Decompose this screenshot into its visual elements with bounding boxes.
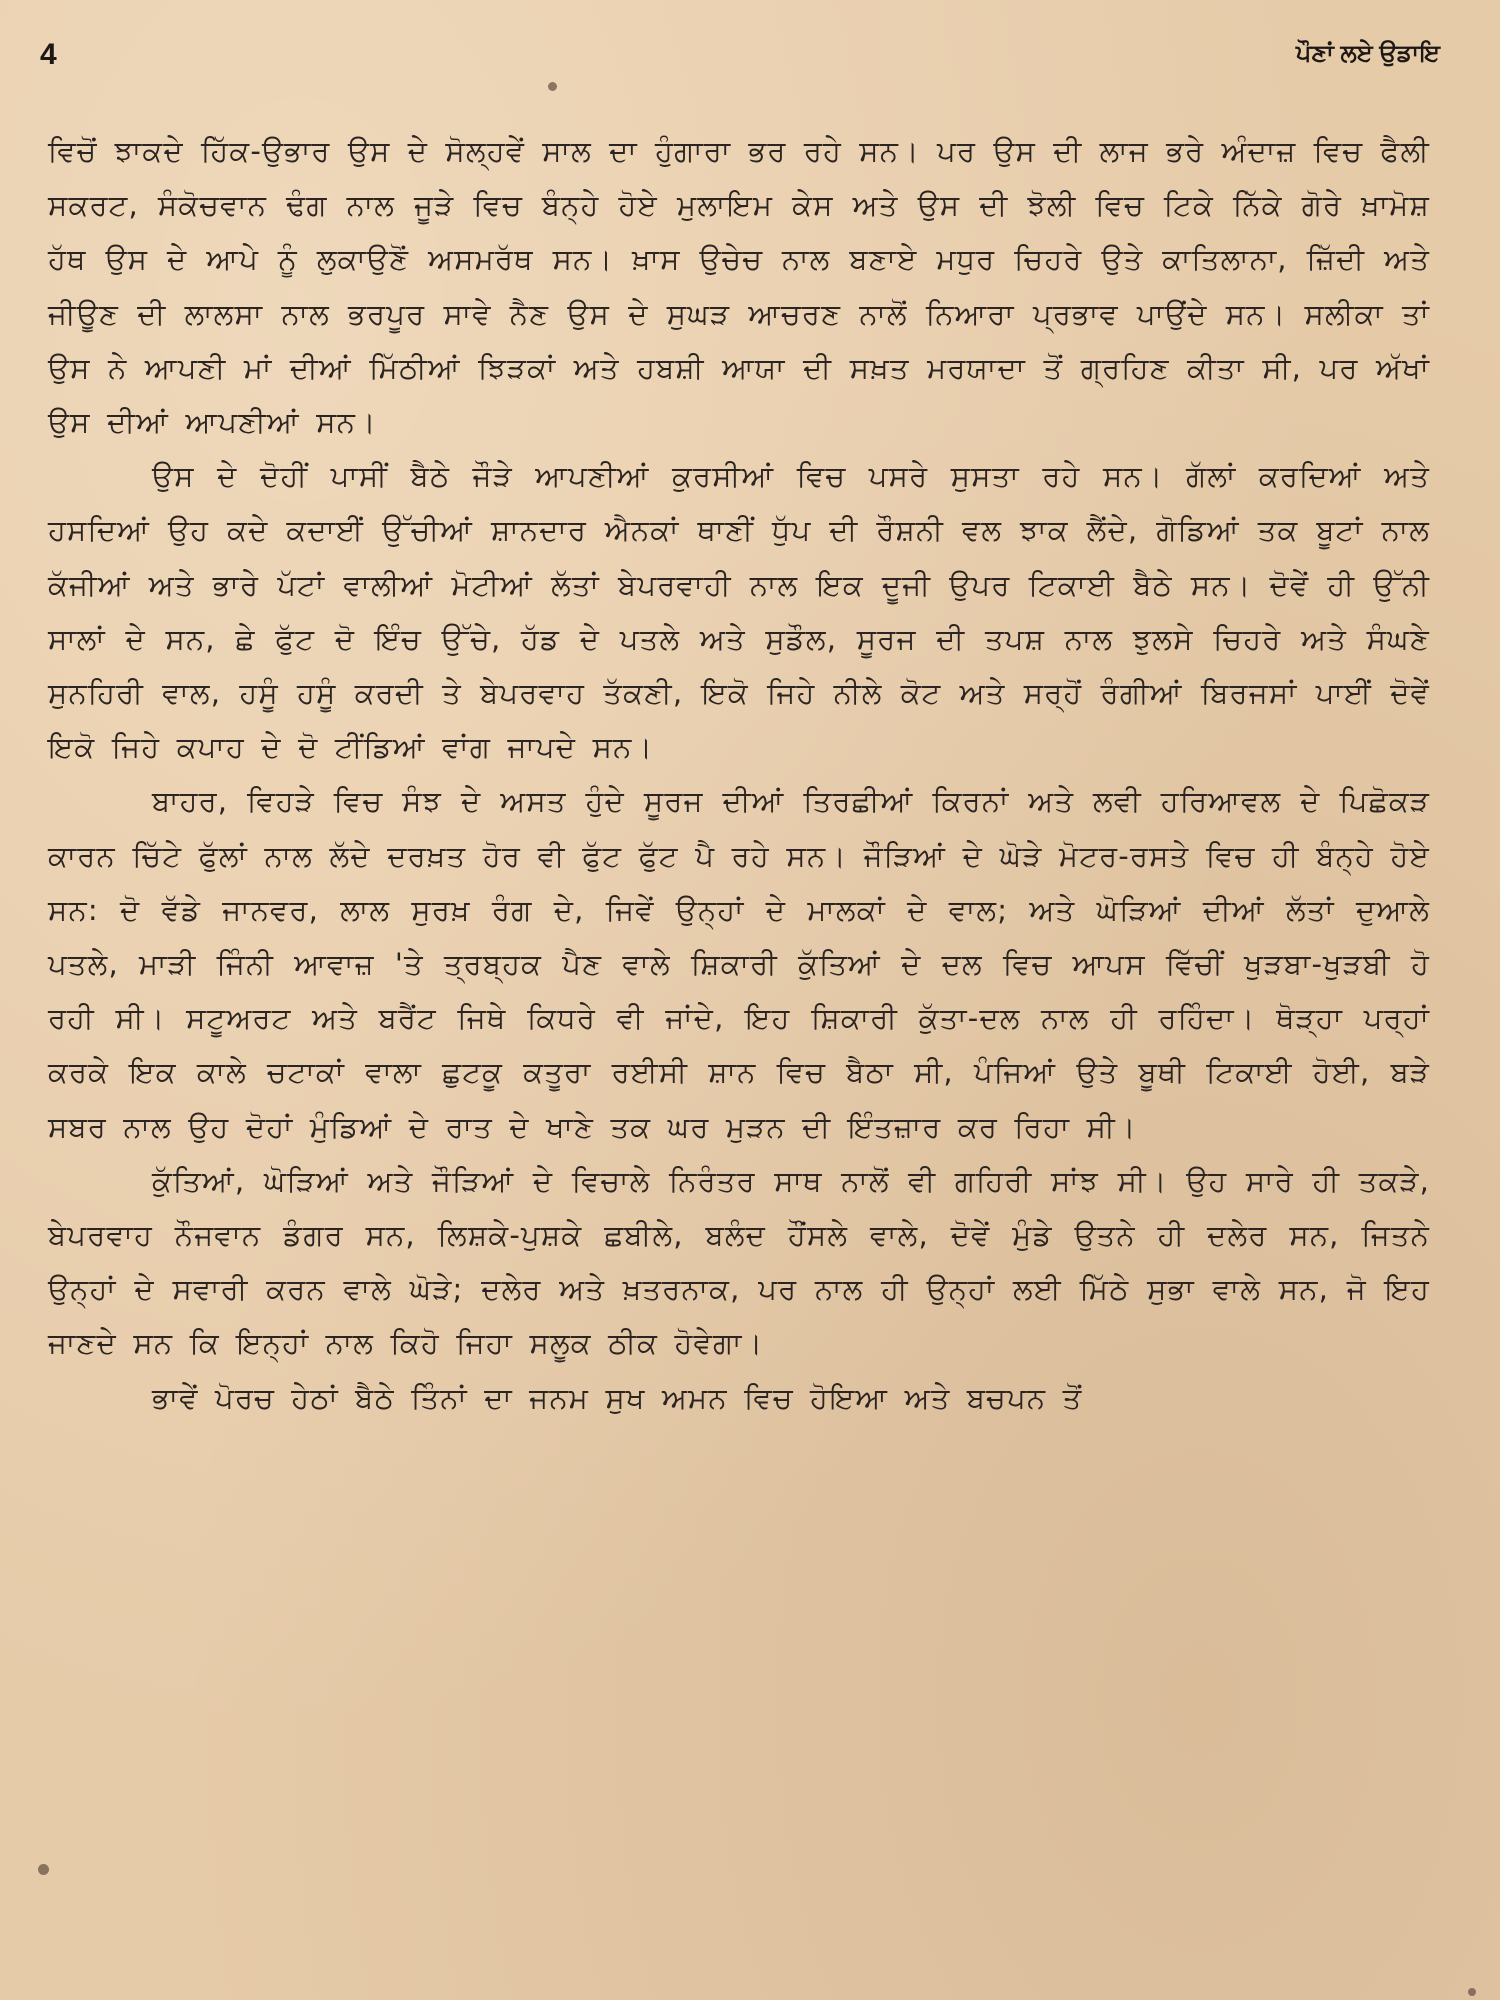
paragraph-2: ਉਸ ਦੇ ਦੋਹੀਂ ਪਾਸੀਂ ਬੈਠੇ ਜੌੜੇ ਆਪਣੀਆਂ ਕੁਰਸੀਆਂ ਵਿਚ ਪਸਰੇ ਸੁਸਤਾ ਰਹੇ ਸਨ। ਗੱਲਾਂ ਕਰਦਿਆਂ ਅਤੇ ਹਸਦਿਆਂ ਉਹ ਕਦੇ ਕਦਾਈਂ ਉੱਚੀਆਂ ਸ਼ਾਨਦਾਰ ਐਨਕਾਂ ਥਾਣੀਂ ਧੁੱਪ ਦੀ ਰੌਸ਼ਨੀ ਵਲ ਝਾਕ ਲੈਂਦੇ, ਗੋਡਿਆਂ ਤਕ ਬੂਟਾਂ ਨਾਲ ਕੱਜੀਆਂ ਅਤੇ ਭਾਰੇ ਪੱਟਾਂ ਵਾਲੀਆਂ ਮੋਟੀਆਂ ਲੱਤਾਂ ਬੇਪਰਵਾਹੀ ਨਾਲ ਇਕ ਦੂਜੀ ਉਪਰ ਟਿਕਾਈ ਬੈਠੇ ਸਨ। ਦੋਵੇਂ ਹੀ ਉੱਨੀ ਸਾਲਾਂ ਦੇ ਸਨ, ਛੇ ਫੁੱਟ ਦੋ ਇੰਚ ਉੱਚੇ, ਹੱਡ ਦੇ ਪਤਲੇ ਅਤੇ ਸੁਡੌਲ, ਸੂਰਜ ਦੀ ਤਪਸ਼ ਨਾਲ ਝੁਲਸੇ ਚਿਹਰੇ ਅਤੇ ਸੰਘਣੇ ਸੁਨਹਿਰੀ ਵਾਲ, ਹਸੂੰ ਹਸੂੰ ਕਰਦੀ ਤੇ ਬੇਪਰਵਾਹ ਤੱਕਣੀ, ਇਕੋ ਜਿਹੇ ਨੀਲੇ ਕੋਟ ਅਤੇ ਸਰ੍ਹੋਂ ਰੰਗੀਆਂ ਬਿਰਜਸਾਂ ਪਾਈਂ ਦੋਵੇਂ ਇਕੋ ਜਿਹੇ ਕਪਾਹ ਦੇ ਦੋ ਟੀਂਡਿਆਂ ਵਾਂਗ ਜਾਪਦੇ ਸਨ। bbox=[48, 459, 1430, 765]
body-text bbox=[48, 124, 1430, 1425]
paragraph-5: ਭਾਵੇਂ ਪੋਰਚ ਹੇਠਾਂ ਬੈਠੇ ਤਿੰਨਾਂ ਦਾ ਜਨਮ ਸੁਖ ਅਮਨ ਵਿਚ ਹੋਇਆ ਅਤੇ ਬਚਪਨ ਤੋਂ bbox=[152, 1380, 1083, 1415]
paragraph-1: ਵਿਚੋਂ ਝਾਕਦੇ ਹਿੱਕ-ਉਭਾਰ ਉਸ ਦੇ ਸੋਲ੍ਹਵੇਂ ਸਾਲ ਦਾ ਹੁੰਗਾਰਾ ਭਰ ਰਹੇ ਸਨ। ਪਰ ਉਸ ਦੀ ਲਾਜ ਭਰੇ ਅੰਦਾਜ਼ ਵਿਚ ਫੈਲੀ ਸਕਰਟ, ਸੰਕੋਚਵਾਨ ਢੰਗ ਨਾਲ ਜੂੜੇ ਵਿਚ ਬੰਨ੍ਹੇ ਹੋਏ ਮੁਲਾਇਮ ਕੇਸ ਅਤੇ ਉਸ ਦੀ ਝੋਲੀ ਵਿਚ ਟਿਕੇ ਨਿੱਕੇ ਗੋਰੇ ਖ਼ਾਮੋਸ਼ ਹੱਥ ਉਸ ਦੇ ਆਪੇ ਨੂੰ ਲੁਕਾਉਣੋਂ ਅਸਮਰੱਥ ਸਨ। ਖ਼ਾਸ ਉਚੇਚ ਨਾਲ ਬਣਾਏ ਮਧੁਰ ਚਿਹਰੇ ਉਤੇ ਕਾਤਿਲਾਨਾ, ਜ਼ਿੱਦੀ ਅਤੇ ਜੀਊਣ ਦੀ ਲਾਲਸਾ ਨਾਲ ਭਰਪੂਰ ਸਾਵੇ ਨੈਣ ਉਸ ਦੇ ਸੁਘੜ ਆਚਰਣ ਨਾਲੋਂ ਨਿਆਰਾ ਪ੍ਰਭਾਵ ਪਾਉਂਦੇ ਸਨ। ਸਲੀਕਾ ਤਾਂ ਉਸ ਨੇ ਆਪਣੀ ਮਾਂ ਦੀਆਂ ਮਿੱਠੀਆਂ ਝਿੜਕਾਂ ਅਤੇ ਹਬਸ਼ੀ ਆਯਾ ਦੀ ਸਖ਼ਤ ਮਰਯਾਦਾ ਤੋਂ ਗ੍ਰਹਿਣ ਕੀਤਾ ਸੀ, ਪਰ ਅੱਖਾਂ ਉਸ ਦੀਆਂ ਆਪਣੀਆਂ ਸਨ। bbox=[48, 134, 1430, 440]
page-header bbox=[40, 38, 1440, 88]
page-number: 4 bbox=[40, 38, 57, 71]
paragraph-4: ਕੁੱਤਿਆਂ, ਘੋੜਿਆਂ ਅਤੇ ਜੌੜਿਆਂ ਦੇ ਵਿਚਾਲੇ ਨਿਰੰਤਰ ਸਾਥ ਨਾਲੋਂ ਵੀ ਗਹਿਰੀ ਸਾਂਝ ਸੀ। ਉਹ ਸਾਰੇ ਹੀ ਤਕੜੇ, ਬੇਪਰਵਾਹ ਨੌਜਵਾਨ ਡੰਗਰ ਸਨ, ਲਿਸ਼ਕੇ-ਪੁਸ਼ਕੇ ਛਬੀਲੇ, ਬਲੰਦ ਹੌਂਸਲੇ ਵਾਲੇ, ਦੋਵੇਂ ਮੁੰਡੇ ਉਤਨੇ ਹੀ ਦਲੇਰ ਸਨ, ਜਿਤਨੇ ਉਨ੍ਹਾਂ ਦੇ ਸਵਾਰੀ ਕਰਨ ਵਾਲੇ ਘੋੜੇ; ਦਲੇਰ ਅਤੇ ਖ਼ਤਰਨਾਕ, ਪਰ ਨਾਲ ਹੀ ਉਨ੍ਹਾਂ ਲਈ ਮਿੱਠੇ ਸੁਭਾ ਵਾਲੇ ਸਨ, ਜੋ ਇਹ ਜਾਣਦੇ ਸਨ ਕਿ ਇਨ੍ਹਾਂ ਨਾਲ ਕਿਹੋ ਜਿਹਾ ਸਲੂਕ ਠੀਕ ਹੋਵੇਗਾ। bbox=[48, 1163, 1430, 1361]
paper-speck bbox=[548, 82, 557, 91]
running-title: ਪੌਣਾਂ ਲਏ ਉਡਾਇ bbox=[1295, 40, 1440, 67]
paper-speck bbox=[1468, 1988, 1476, 1996]
paragraph-3: ਬਾਹਰ, ਵਿਹੜੇ ਵਿਚ ਸੰਝ ਦੇ ਅਸਤ ਹੁੰਦੇ ਸੂਰਜ ਦੀਆਂ ਤਿਰਛੀਆਂ ਕਿਰਨਾਂ ਅਤੇ ਲਵੀ ਹਰਿਆਵਲ ਦੇ ਪਿਛੋਕੜ ਕਾਰਨ ਚਿੱਟੇ ਫੁੱਲਾਂ ਨਾਲ ਲੱਦੇ ਦਰਖ਼ਤ ਹੋਰ ਵੀ ਫੁੱਟ ਫੁੱਟ ਪੈ ਰਹੇ ਸਨ। ਜੌੜਿਆਂ ਦੇ ਘੋੜੇ ਮੋਟਰ-ਰਸਤੇ ਵਿਚ ਹੀ ਬੰਨ੍ਹੇ ਹੋਏ ਸਨ: ਦੋ ਵੱਡੇ ਜਾਨਵਰ, ਲਾਲ ਸੁਰਖ਼ ਰੰਗ ਦੇ, ਜਿਵੇਂ ਉਨ੍ਹਾਂ ਦੇ ਮਾਲਕਾਂ ਦੇ ਵਾਲ; ਅਤੇ ਘੋੜਿਆਂ ਦੀਆਂ ਲੱਤਾਂ ਦੁਆਲੇ ਪਤਲੇ, ਮਾੜੀ ਜਿੰਨੀ ਆਵਾਜ਼ 'ਤੇ ਤ੍ਰਬ੍ਹਕ ਪੈਣ ਵਾਲੇ ਸ਼ਿਕਾਰੀ ਕੁੱਤਿਆਂ ਦੇ ਦਲ ਵਿਚ ਆਪਸ ਵਿੱਚੀਂ ਖੁੜਬਾ-ਖੁੜਬੀ ਹੋ ਰਹੀ ਸੀ। ਸਟੂਅਰਟ ਅਤੇ ਬਰੈਂਟ ਜਿਥੇ ਕਿਧਰੇ ਵੀ ਜਾਂਦੇ, ਇਹ ਸ਼ਿਕਾਰੀ ਕੁੱਤਾ-ਦਲ ਨਾਲ ਹੀ ਰਹਿੰਦਾ। ਥੋੜ੍ਹਾ ਪਰ੍ਹਾਂ ਕਰਕੇ ਇਕ ਕਾਲੇ ਚਟਾਕਾਂ ਵਾਲਾ ਛੁਟਕੂ ਕਤੂਰਾ ਰਈਸੀ ਸ਼ਾਨ ਵਿਚ ਬੈਠਾ ਸੀ, ਪੰਜਿਆਂ ਉਤੇ ਬੂਥੀ ਟਿਕਾਈ ਹੋਈ, ਬੜੇ ਸਬਰ ਨਾਲ ਉਹ ਦੋਹਾਂ ਮੁੰਡਿਆਂ ਦੇ ਰਾਤ ਦੇ ਖਾਣੇ ਤਕ ਘਰ ਮੁੜਨ ਦੀ ਇੰਤਜ਼ਾਰ ਕਰ ਰਿਹਾ ਸੀ। bbox=[48, 784, 1430, 1144]
paper-speck bbox=[38, 1864, 49, 1875]
